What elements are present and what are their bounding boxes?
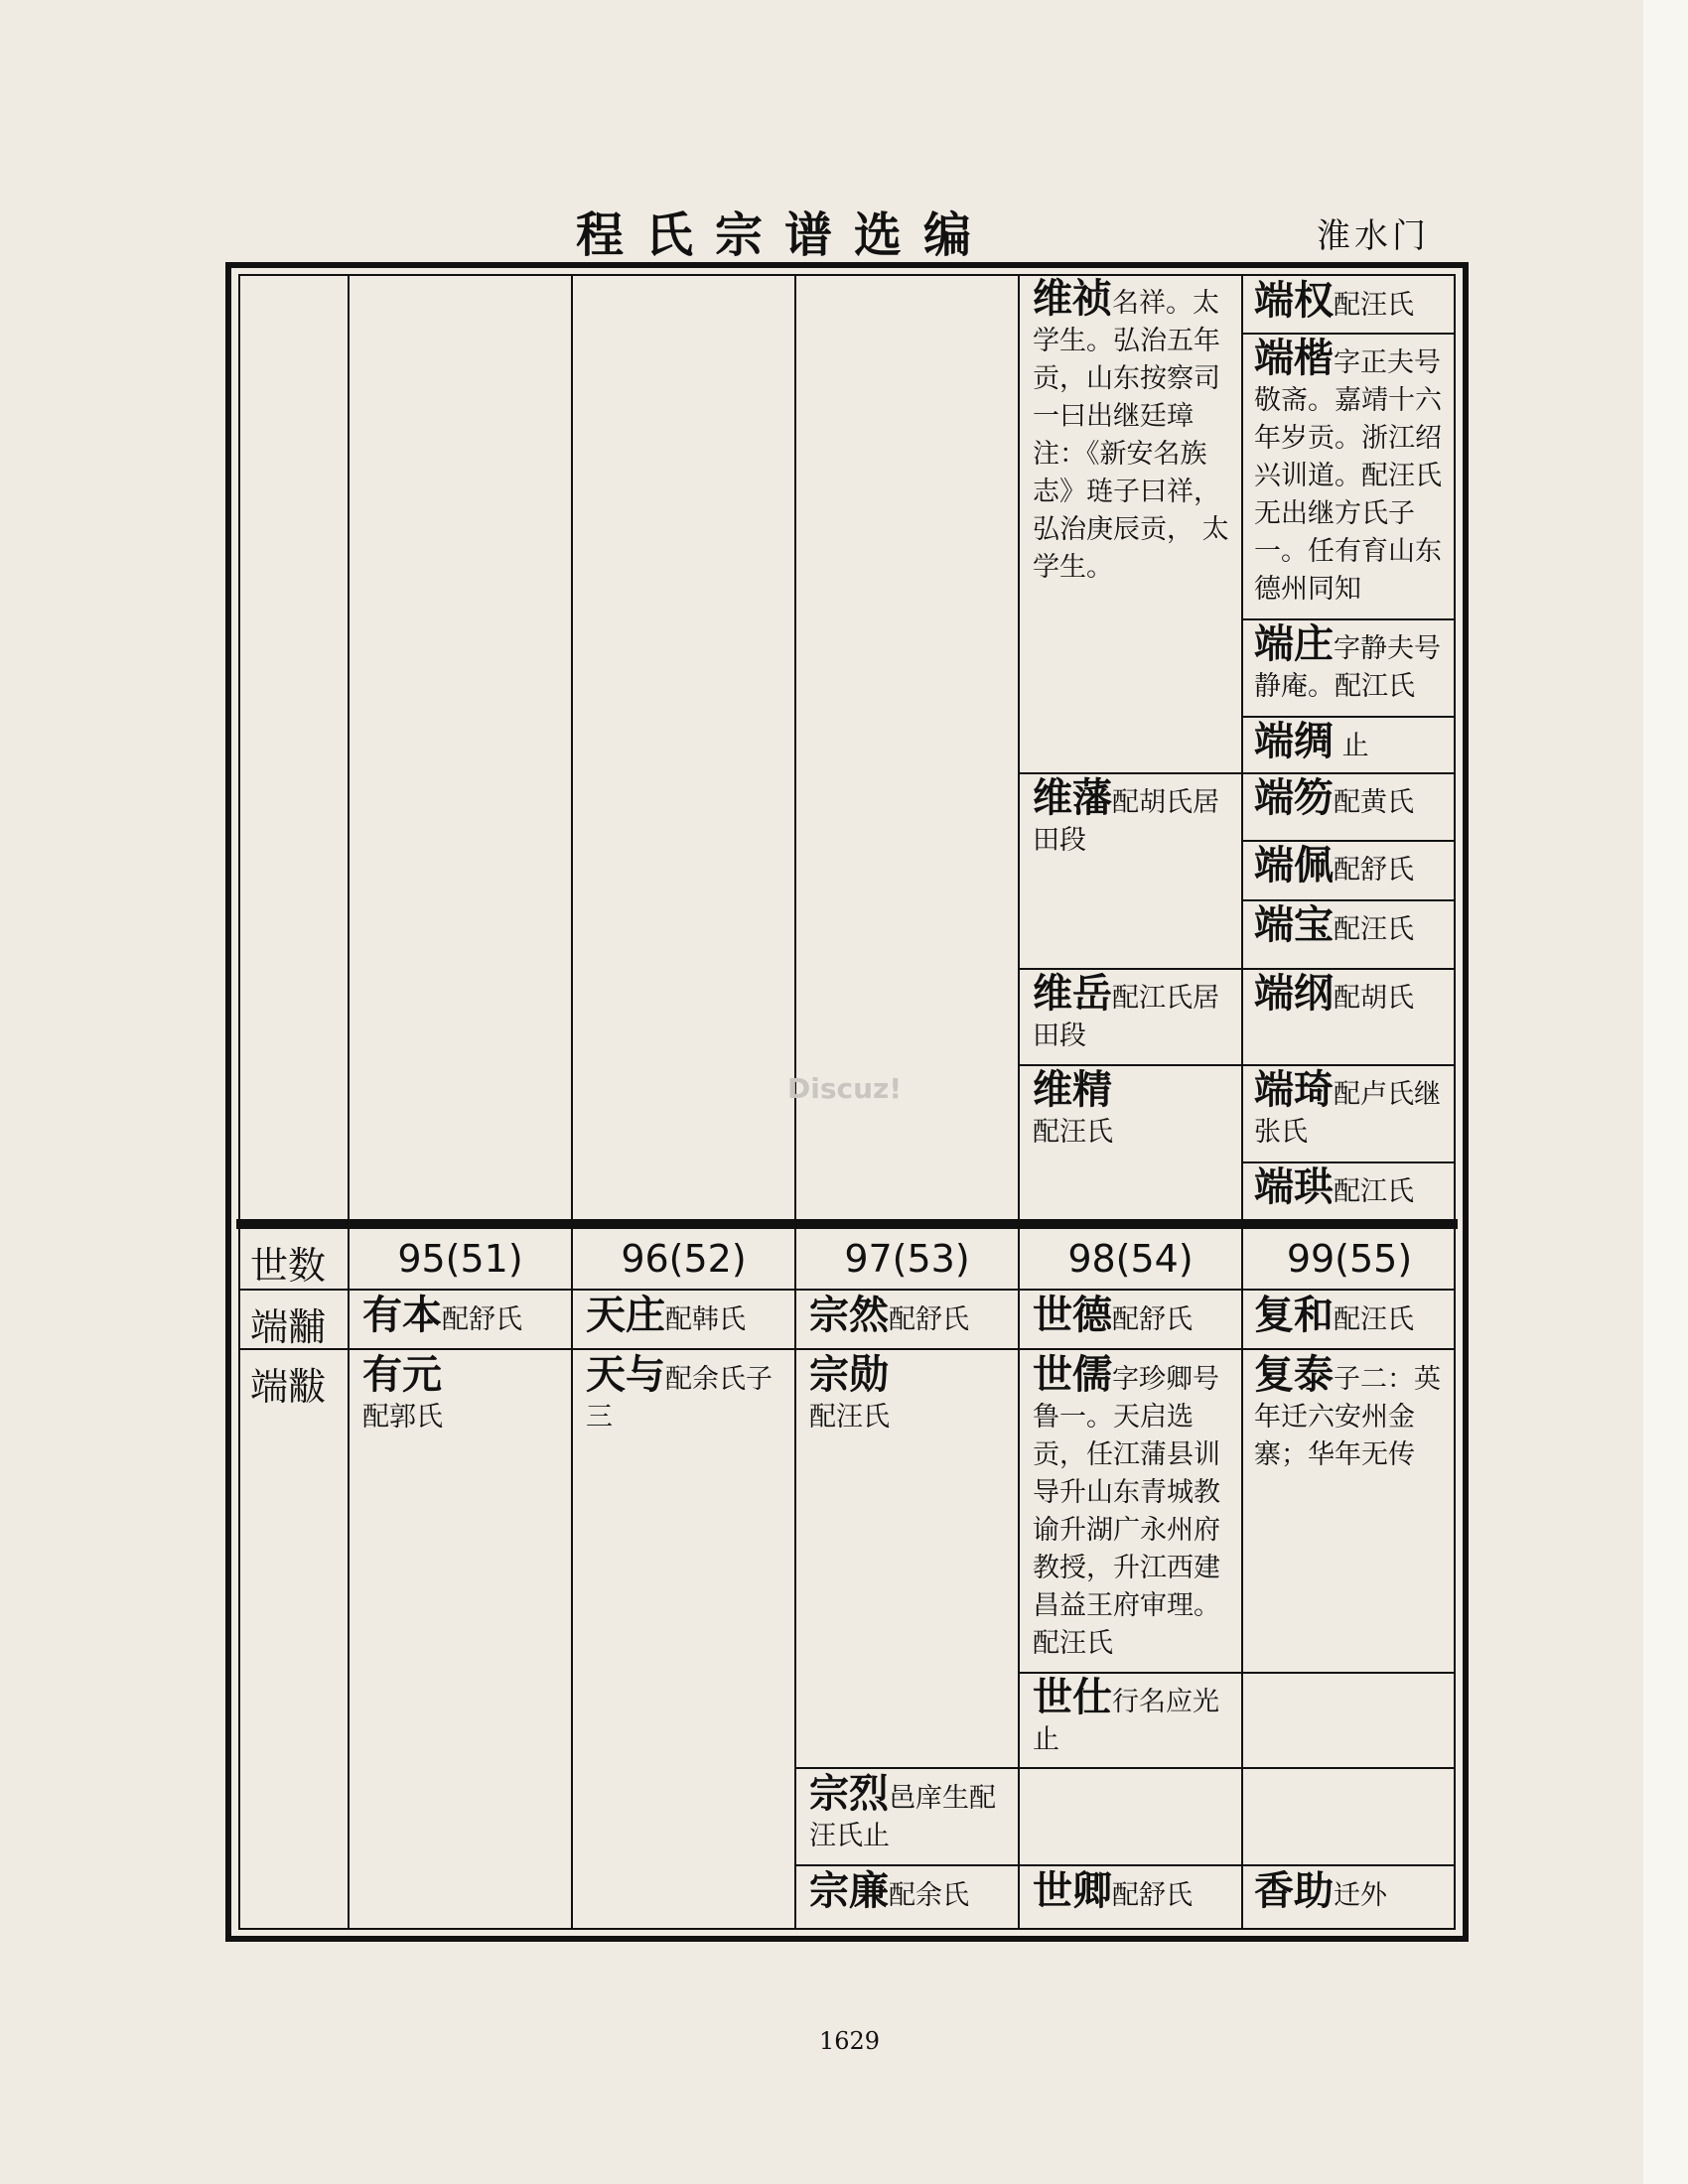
- entry-duangong: [1254, 1164, 1453, 1211]
- person-name: 世仕: [1033, 1675, 1112, 1720]
- person-name: 端琦: [1254, 1067, 1334, 1113]
- person-name: 维藩: [1033, 775, 1112, 821]
- generation-96: 96(52): [621, 1237, 747, 1281]
- entry-futai: [1254, 1352, 1453, 1474]
- entry-duangang: [1254, 971, 1453, 1018]
- person-note: 配韩氏: [665, 1304, 746, 1335]
- person-note: 配舒氏: [442, 1304, 522, 1335]
- book-title: 程氏宗谱选编: [576, 207, 994, 263]
- entry-xiangzhu: [1254, 1868, 1453, 1915]
- person-name: 端庄: [1254, 621, 1334, 667]
- person-name: 复泰: [1254, 1352, 1334, 1398]
- person-note: 字正夫号敬斋。嘉靖十六年岁贡。浙江绍兴训道。配汪氏无出继方氏子一。任有育山东德州同知: [1254, 347, 1442, 605]
- row-line: [1241, 772, 1456, 774]
- person-note: 配汪氏: [1334, 290, 1414, 321]
- row-line: [1018, 968, 1241, 970]
- generation-99: 99(55): [1286, 1237, 1413, 1281]
- entry-duanquan: [1254, 278, 1453, 325]
- person-note: 配汪氏: [1334, 914, 1414, 945]
- person-note: 配卢氏继张氏: [1254, 1079, 1441, 1148]
- entry-weiyue: [1033, 971, 1231, 1055]
- person-name: 天庄: [586, 1293, 665, 1338]
- row-line: [1018, 1672, 1456, 1674]
- entry-duanbao: [1254, 902, 1453, 949]
- person-note: 子二：英年迁六安州金寨；华年无传: [1254, 1364, 1441, 1470]
- person-note: 字珍卿号鲁一。天启选贡，任江蒲县训导升山东青城教谕升湖广永州府教授，升江西建昌益王府审理。配汪氏: [1033, 1364, 1220, 1659]
- section-name: 淮水门: [1317, 216, 1430, 256]
- page-number: 1629: [819, 2027, 881, 2055]
- col-line: [571, 274, 573, 1930]
- entry-shide: [1033, 1293, 1236, 1339]
- entry-duankai: [1254, 336, 1453, 609]
- row-line: [1241, 333, 1456, 335]
- person-name: 宗勋: [809, 1352, 889, 1398]
- person-name: 宗廉: [809, 1868, 889, 1914]
- generation-95: 95(51): [397, 1237, 523, 1281]
- section-divider: [236, 1219, 1458, 1229]
- person-name: 端楷: [1254, 336, 1334, 381]
- row-line: [1241, 968, 1456, 970]
- row-line: [1241, 899, 1456, 901]
- row-line: [1241, 716, 1456, 718]
- person-name: 有元: [362, 1352, 442, 1398]
- person-note: 配舒氏: [1112, 1880, 1193, 1911]
- entry-fuhe: [1254, 1293, 1453, 1339]
- person-name: 端纲: [1254, 971, 1334, 1017]
- entry-tianyu: [586, 1352, 789, 1436]
- person-note: 邑庠生配汪氏止: [809, 1783, 996, 1851]
- person-note: 配舒氏: [1334, 855, 1414, 886]
- person-name: 维岳: [1033, 971, 1112, 1017]
- generation-97: 97(53): [844, 1237, 970, 1281]
- row-line: [1241, 1064, 1456, 1066]
- entry-weizhen: [1033, 276, 1231, 587]
- person-name: 复和: [1254, 1293, 1334, 1338]
- col-line: [1018, 274, 1020, 1930]
- person-note: 名祥。太学生。弘治五年贡，山东按察司一曰出继廷璋注：《新安名族志》琏子曰祥，弘治庚辰贡， 太学生。: [1033, 288, 1229, 583]
- person-name: 维精: [1033, 1067, 1112, 1113]
- person-note: 字静夫号静庵。配江氏: [1254, 633, 1441, 702]
- col-line: [1241, 274, 1243, 1930]
- person-name: 端佩: [1254, 843, 1334, 888]
- branch-label: 端黻: [250, 1365, 327, 1409]
- person-name: 端宝: [1254, 902, 1334, 948]
- person-note: 配胡氏: [1334, 983, 1414, 1014]
- entry-duanzhuang: [1254, 621, 1453, 706]
- entry-duanqi: [1254, 1067, 1453, 1152]
- entry-weijing: [1033, 1067, 1231, 1152]
- person-name: 世儒: [1033, 1352, 1112, 1398]
- person-name: 宗然: [809, 1293, 889, 1338]
- branch-label: 端黼: [250, 1305, 327, 1349]
- row-line: [794, 1767, 1456, 1769]
- row-line: [238, 1289, 1456, 1291]
- person-name: 宗烈: [809, 1771, 889, 1817]
- entry-shiru: [1033, 1352, 1236, 1663]
- entry-duanhu: [1254, 775, 1453, 822]
- person-name: 端绸: [1254, 719, 1334, 764]
- watermark: Discuz!: [787, 1072, 903, 1105]
- entry-zonglie: [809, 1771, 1013, 1855]
- person-note: 配舒氏: [1112, 1304, 1193, 1335]
- entry-zongran: [809, 1293, 1013, 1339]
- row-line: [238, 1348, 1456, 1350]
- person-name: 世卿: [1033, 1868, 1112, 1914]
- entry-duanchou: [1254, 719, 1453, 765]
- person-name: 香助: [1254, 1868, 1334, 1914]
- person-note: 配舒氏: [889, 1304, 969, 1335]
- entry-youben: [362, 1293, 566, 1339]
- row-line: [1241, 840, 1456, 842]
- person-note: 配汪氏: [1334, 1304, 1414, 1335]
- person-name: 端权: [1254, 278, 1334, 324]
- person-name: 有本: [362, 1293, 442, 1338]
- person-note: 配余氏子三: [586, 1364, 773, 1433]
- row-line: [1241, 1161, 1456, 1163]
- entry-zongxun: [809, 1352, 1013, 1436]
- col-line: [348, 274, 350, 1930]
- person-note: 配江氏居田段: [1033, 983, 1219, 1051]
- person-name: 端珙: [1254, 1164, 1334, 1210]
- entry-shiqing: [1033, 1868, 1236, 1915]
- entry-zonglian: [809, 1868, 1013, 1915]
- row-line: [1018, 772, 1241, 774]
- generation-label: 世数: [250, 1244, 327, 1288]
- person-note: 迁外: [1334, 1880, 1387, 1911]
- person-note: 止: [1341, 731, 1369, 761]
- entry-duanpei: [1254, 843, 1453, 889]
- row-line: [1241, 618, 1456, 620]
- person-name: 世德: [1033, 1293, 1112, 1338]
- person-note: 配余氏: [889, 1880, 969, 1911]
- generation-98: 98(54): [1067, 1237, 1194, 1281]
- person-name: 天与: [586, 1352, 665, 1398]
- person-name: 维祯: [1033, 276, 1112, 322]
- person-name: 端笏: [1254, 775, 1334, 821]
- person-note: 行名应光 止: [1033, 1687, 1219, 1755]
- person-note: 配胡氏居田段: [1033, 787, 1219, 856]
- row-line: [794, 1864, 1456, 1866]
- entry-shishi: [1033, 1675, 1236, 1759]
- person-note: 配郭氏: [362, 1402, 443, 1433]
- entry-weifan: [1033, 775, 1231, 860]
- entry-youyuan: [362, 1352, 566, 1436]
- person-note: 配江氏: [1334, 1176, 1414, 1207]
- person-note: 配汪氏: [1033, 1117, 1113, 1148]
- entry-tianzhuang: [586, 1293, 789, 1339]
- person-note: 配黄氏: [1334, 787, 1414, 818]
- row-line: [1018, 1064, 1241, 1066]
- person-note: 配汪氏: [809, 1402, 890, 1433]
